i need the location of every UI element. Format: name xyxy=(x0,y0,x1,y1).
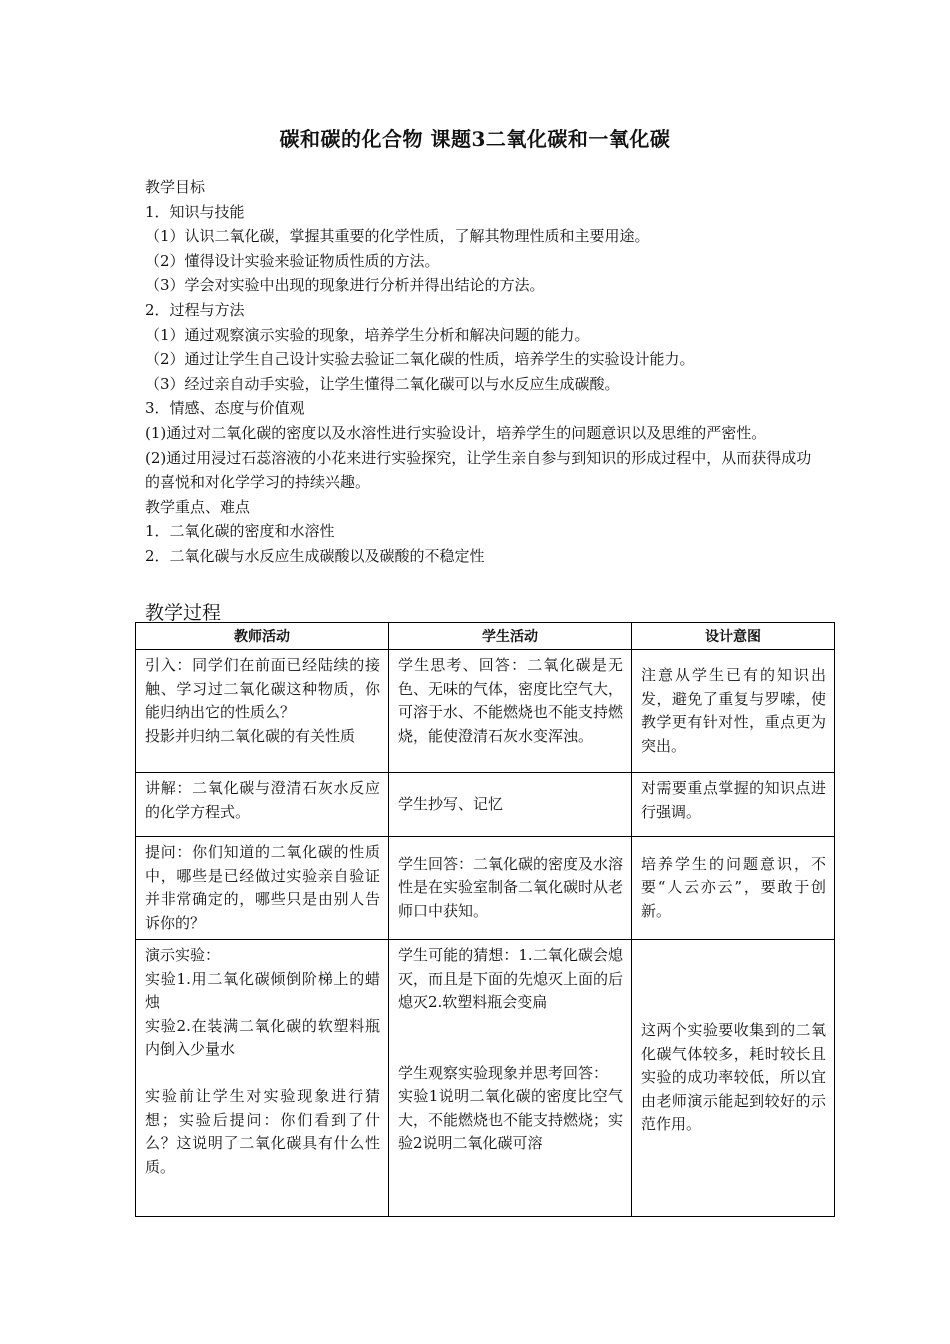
table-row xyxy=(136,940,835,1217)
objective-item: (1)通过对二氧化碳的密度以及水溶性进行实验设计，培养学生的问题意识以及思维的严密性。 xyxy=(145,423,767,442)
key-points-heading: 教学重点、难点 xyxy=(145,497,251,516)
cell-text: 学生回答：二氧化碳的密度及水溶性是在实验室制备二氧化碳时从老师口中获知。 xyxy=(398,854,624,920)
design-intent-cell xyxy=(632,837,835,940)
key-point-item: 2．二氧化碳与水反应生成碳酸以及碳酸的不稳定性 xyxy=(145,546,485,565)
key-point-item: 1．二氧化碳的密度和水溶性 xyxy=(145,522,335,541)
cell-text: 注意从学生已有的知识出发，避免了重复与罗嗦，使教学更有针对性，重点更为突出。 xyxy=(641,666,826,755)
cell-spacer xyxy=(398,1038,623,1062)
table-header-row xyxy=(136,623,835,650)
table-row xyxy=(136,650,835,773)
teacher-activity-cell xyxy=(136,837,389,940)
lesson-objectives xyxy=(145,175,825,569)
objective-item: (2)通过用浸过石蕊溶液的小花来进行实验探究，让学生亲自参与到知识的形成过程中，从而获得成功的喜悦和对化学学习的持续兴趣。 xyxy=(145,448,812,492)
section-heading: 2．过程与方法 xyxy=(145,300,245,319)
objective-item: （2）通过让学生自己设计实验去验证二氧化碳的性质，培养学生的实验设计能力。 xyxy=(145,350,695,369)
cell-text: 提问：你们知道的二氧化碳的性质中，哪些是已经做过实验亲自验证并非常确定的，哪些只是由别人告诉你的？ xyxy=(145,843,380,932)
cell-text: 引入：同学们在前面已经陆续的接触、学习过二氧化碳这种物质，你能归纳出它的性质么？ xyxy=(145,656,380,721)
cell-text: 学生可能的猜想：1.二氧化碳会熄灭，而且是下面的先熄灭上面的后熄灭2.软塑料瓶会变扁 xyxy=(398,946,624,1011)
cell-text: 讲解：二氧化碳与澄清石灰水反应的化学方程式。 xyxy=(145,779,380,821)
student-activity-cell xyxy=(389,650,632,773)
teacher-activity-cell xyxy=(136,940,389,1217)
cell-text: 对需要重点掌握的知识点进行强调。 xyxy=(641,779,826,821)
cell-text: 学生思考、回答：二氧化碳是无色、无味的气体，密度比空气大，可溶于水、不能燃烧也不能支持燃烧，能使澄清石灰水变浑浊。 xyxy=(398,656,624,745)
section-heading: 3．情感、态度与价值观 xyxy=(145,399,305,418)
cell-text: 学生抄写、记忆 xyxy=(398,794,504,813)
cell-spacer xyxy=(145,1062,380,1086)
section-heading: 1．知识与技能 xyxy=(145,202,245,221)
teacher-activity-cell xyxy=(136,773,389,837)
table-row xyxy=(136,773,835,837)
cell-text: 实验1.用二氧化碳倾倒阶梯上的蜡烛 xyxy=(145,969,380,1011)
process-heading: 教学过程 xyxy=(145,602,222,624)
objective-item: （3）经过亲自动手实验，让学生懂得二氧化碳可以与水反应生成碳酸。 xyxy=(145,374,620,393)
teaching-process-table xyxy=(135,622,835,1217)
goals-heading: 教学目标 xyxy=(145,178,206,196)
cell-text: 实验前让学生对实验现象进行猜想；实验后提问：你们看到了什么？这说明了二氧化碳具有什么性质。 xyxy=(145,1087,380,1176)
cell-text: 培养学生的问题意识，不要“人云亦云”，要敢于创新。 xyxy=(641,854,826,920)
cell-text: 这两个实验要收集到的二氧化碳气体较多，耗时较长且实验的成功率较低，所以宜由老师演示能起到较好的示范作用。 xyxy=(641,1021,826,1134)
cell-text: 实验2.在装满二氧化碳的软塑料瓶内倒入少量水 xyxy=(145,1016,380,1058)
student-activity-cell xyxy=(389,837,632,940)
design-intent-cell xyxy=(632,650,835,773)
objective-item: （2）懂得设计实验来验证物质性质的方法。 xyxy=(145,251,440,270)
cell-text: 投影并归纳二氧化碳的有关性质 xyxy=(145,726,356,745)
cell-spacer xyxy=(398,1015,623,1039)
student-activity-cell xyxy=(389,773,632,837)
objective-item: （1）认识二氧化碳，掌握其重要的化学性质，了解其物理性质和主要用途。 xyxy=(145,227,650,246)
header-student-activity: 学生活动 xyxy=(389,623,632,650)
header-design-intent: 设计意图 xyxy=(632,623,835,650)
cell-text: 学生观察实验现象并思考回答： xyxy=(398,1063,609,1082)
page-title: 碳和碳的化合物 课题3二氧化碳和一氧化碳 xyxy=(279,127,671,151)
design-intent-cell xyxy=(632,773,835,837)
design-intent-cell xyxy=(632,940,835,1217)
objective-item: （3）学会对实验中出现的现象进行分析并得出结论的方法。 xyxy=(145,276,545,295)
cell-text: 实验1说明二氧化碳的密度比空气大，不能燃烧也不能支持燃烧；实验2说明二氧化碳可溶 xyxy=(398,1087,624,1152)
teacher-activity-cell xyxy=(136,650,389,773)
objective-item: （1）通过观察演示实验的现象，培养学生分析和解决问题的能力。 xyxy=(145,325,590,344)
table-row xyxy=(136,837,835,940)
cell-text: 演示实验： xyxy=(145,946,221,964)
header-teacher-activity: 教师活动 xyxy=(136,623,389,650)
student-activity-cell xyxy=(389,940,632,1217)
